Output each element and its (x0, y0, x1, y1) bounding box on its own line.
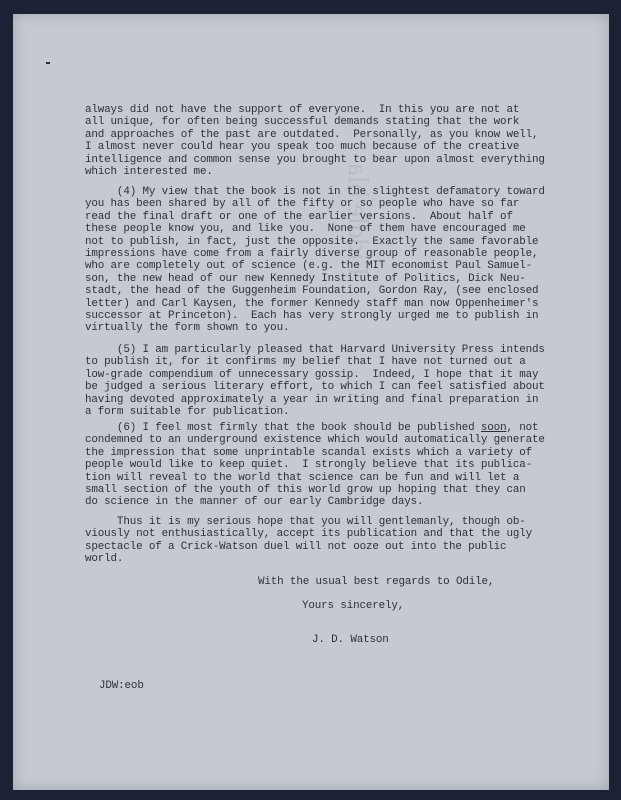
closing-line: Yours sincerely, (302, 600, 405, 612)
typist-initials: JDW:eob (99, 680, 144, 692)
paragraph-5: (5) I am particularly pleased that Harvard University Press intends to publish it, for it confirms my belief that I have not turned out a low-grade compendium of unnecessary gossip. Indeed, I hope that it may be judged a serious literary effort, to which I can feel satisfied about having devoted approximately a year in writing and final preparation in a form suitable for publication. (85, 344, 545, 419)
paragraph-continuation: always did not have the support of everyone. In this you are not at all unique, for often being successful demands stating that the work and approaches of the past are outdated. Personally, as you know well, I almost never could hear you speak too much because of the creative intelligence and common sense you brought to bear upon almost everything which interested me. (85, 104, 545, 179)
paragraph-6 (85, 422, 545, 509)
signature-name: J. D. Watson (312, 634, 389, 646)
regards-line: With the usual best regards to Odile, (258, 576, 495, 588)
paragraph-4: (4) My view that the book is not in the slightest defamatory toward you has been shared by all of the fifty or so people who have so far read the final draft or one of the earlier versions. About half of these people know you, and like you. None of them have encouraged me not to publish, in fact, just the opposite. Exactly the same favorable impressions have come from a fairly diverse group of reasonable people, who are completely out of science (e.g. the MIT economist Paul Samuel- son, the new head of our new Kennedy Institute of Politics, Dick Neu- stadt, the head of the Guggenheim Foundation, Gordon Ray, (see enclosed letter) and Carl Kaysen, the former Kennedy staff man now Oppenheimer's successor at Princeton). Each has very strongly urged me to publish in virtually the form shown to you. (85, 186, 545, 335)
bleed-through-watermark: Fiddle bla (342, 163, 373, 276)
stray-mark (46, 62, 50, 64)
paragraph-6-rest: , not condemned to an underground existence which would automatically generate the impression that some unprintable scandal exists which a variety of people would like to keep quiet. I strongly believe that its publica- tion will reveal to the world that science can be fun and will let a small section of the youth of this world grow up hoping that they can do science in the manner of our early Cambridge days. (85, 422, 545, 509)
paragraph-6-start: (6) I feel most firmly that the book should be published (85, 422, 481, 434)
letter-page (13, 14, 609, 790)
paragraph-6-underlined-word: soon (480, 422, 507, 434)
closing-paragraph: Thus it is my serious hope that you will gentlemanly, though ob- viously not enthusiastically, accept its publication and that the ugly spectacle of a Crick-Watson duel will not ooze out into the public world. (85, 516, 532, 566)
